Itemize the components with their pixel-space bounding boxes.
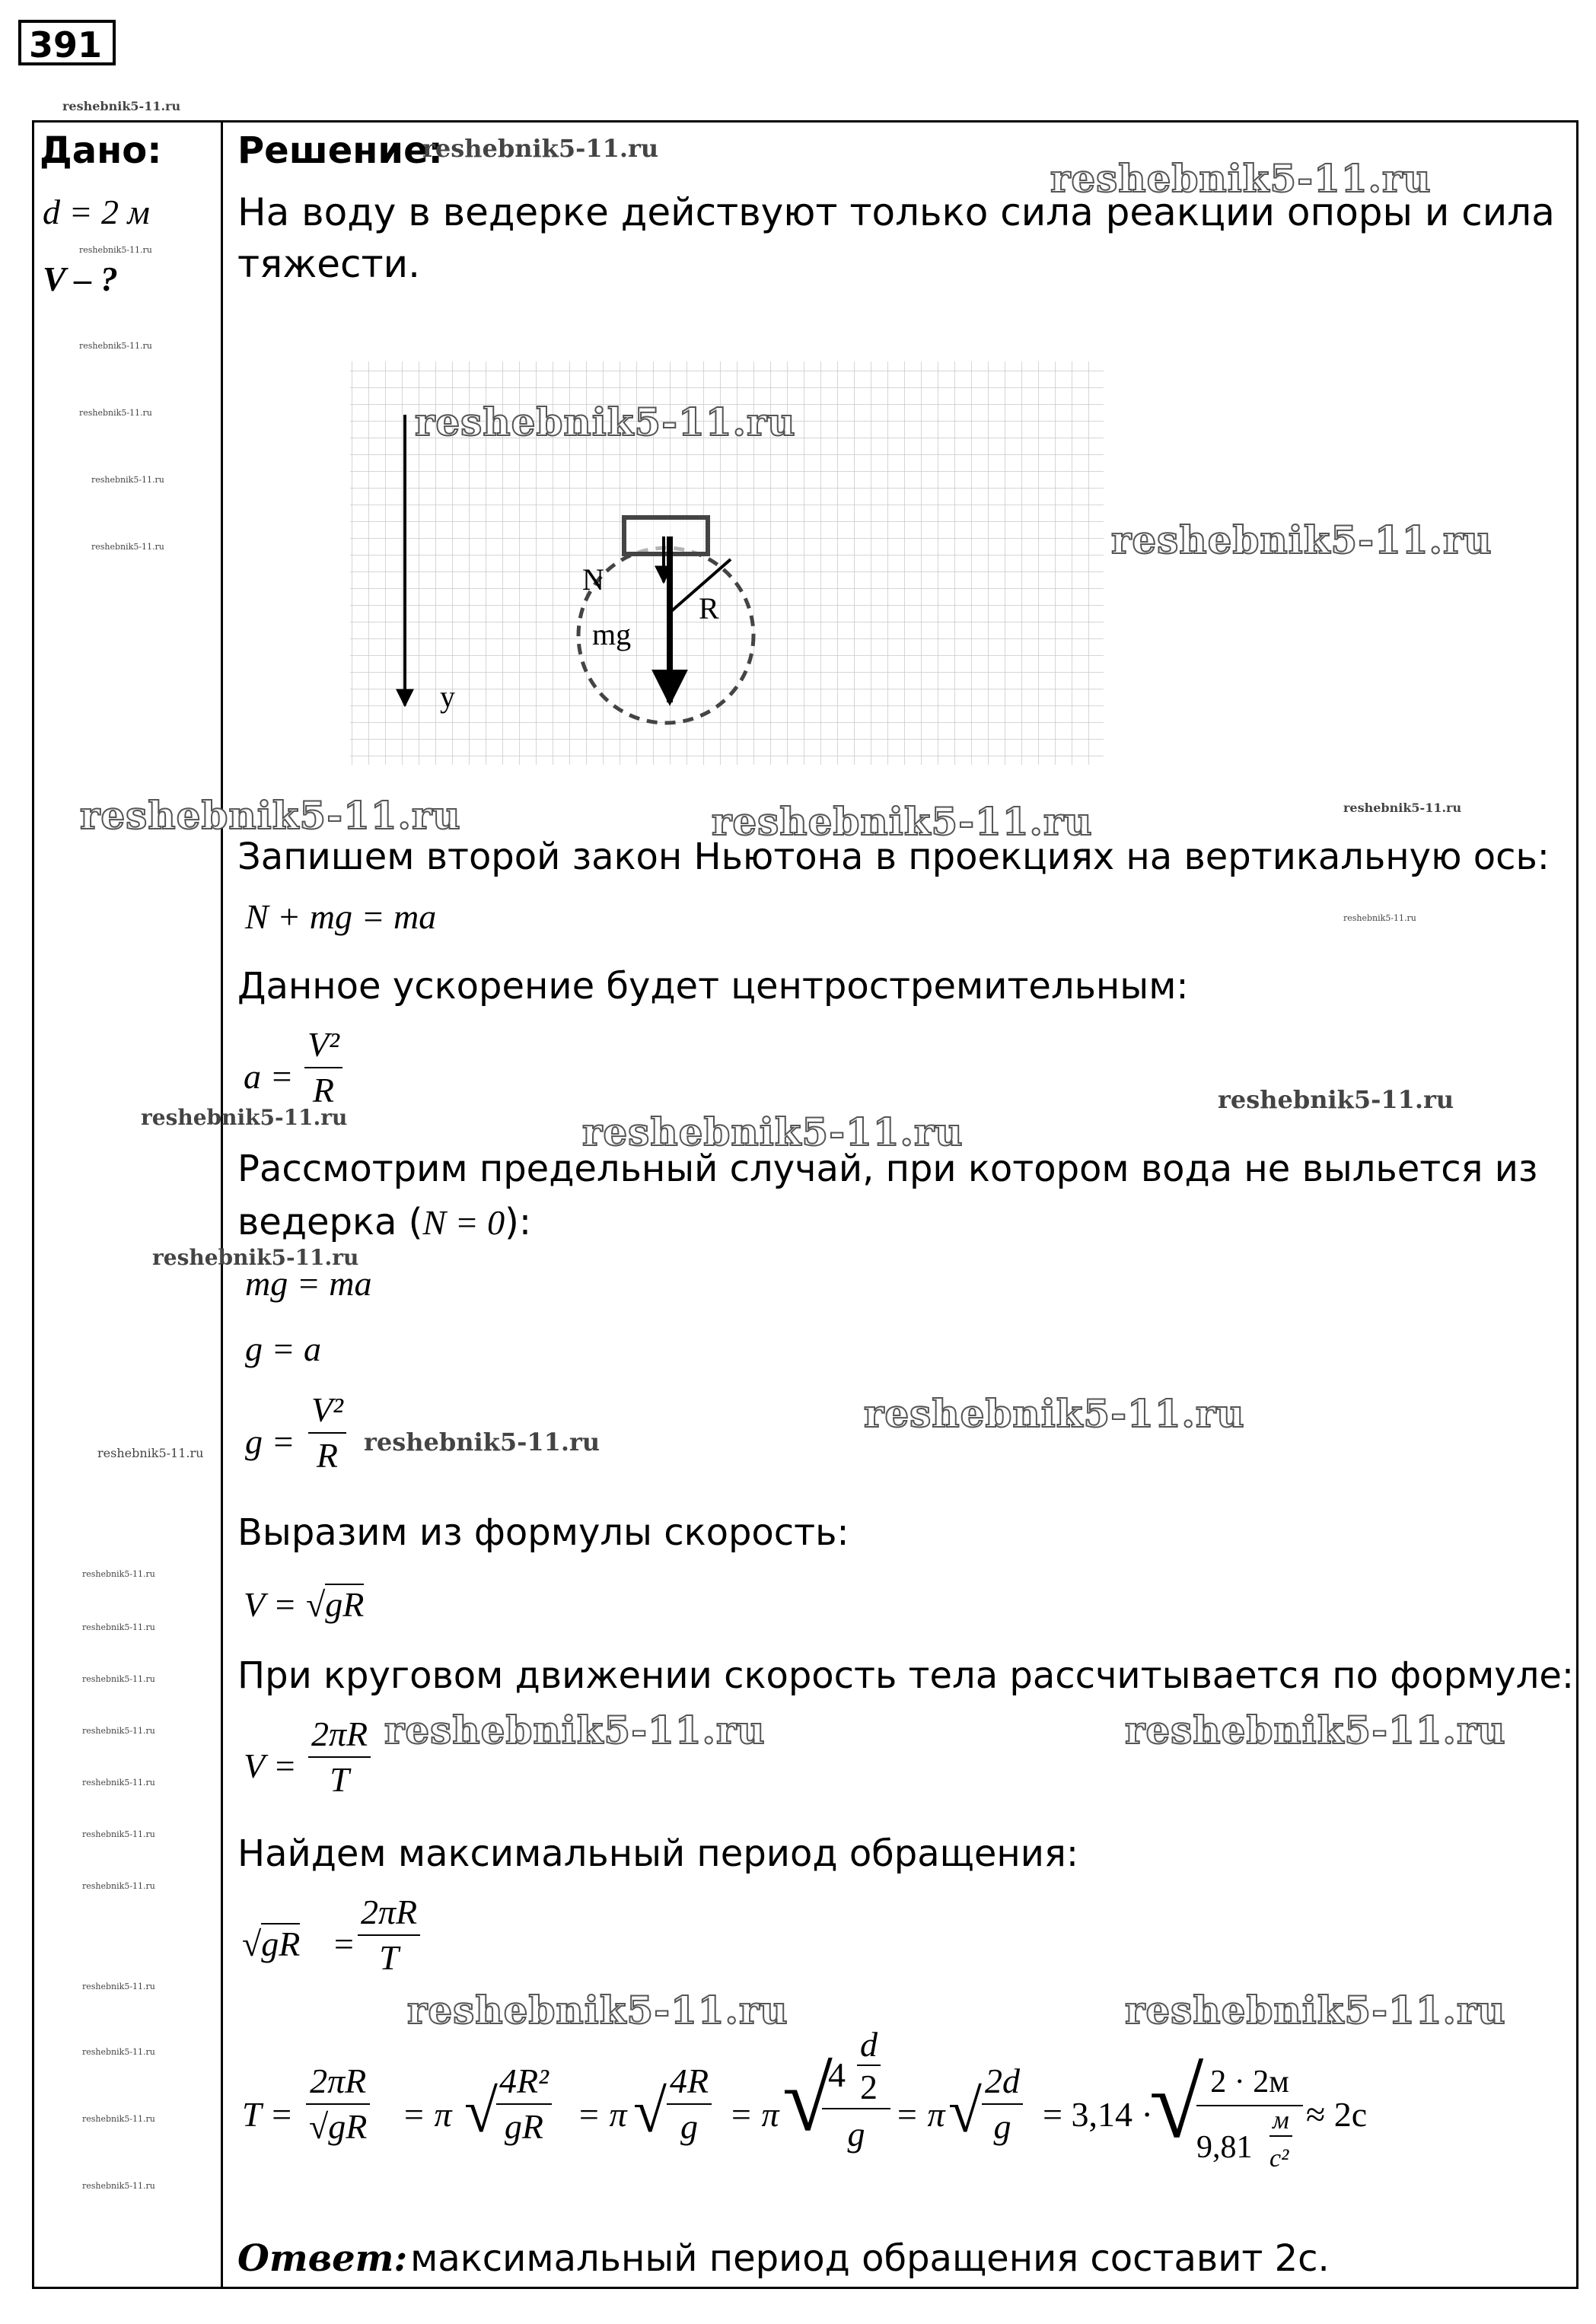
eq9-f2-num: 4R² — [499, 2061, 549, 2100]
label-r: R — [699, 591, 719, 626]
eq9-f3-den: g — [667, 2103, 712, 2144]
eq8-num: 2πR — [361, 1893, 418, 1931]
watermark: reshebnik5-11.ru — [79, 408, 152, 418]
watermark: reshebnik5-11.ru — [82, 1674, 155, 1684]
eq9-f6-den-b: м — [1269, 2106, 1292, 2137]
eq9-value: = 3,14 · — [1043, 2095, 1153, 2134]
step6-text: Найдем максимальный период обращения: — [237, 1832, 1079, 1875]
eq9-f2-den: gR — [496, 2103, 552, 2144]
eq9-f4-num-a: 4 — [828, 2055, 846, 2094]
eq6-rad: gR — [325, 1585, 365, 1624]
answer-label: Ответ: — [237, 2237, 408, 2280]
step5-text: При круговом движении скорость тела рассчитывается по формуле: — [237, 1654, 1575, 1697]
eq9-f3-num: 4R — [670, 2061, 709, 2100]
eq9-f5-den: g — [982, 2103, 1023, 2144]
eq9-f6-num: 2 · 2м — [1210, 2065, 1289, 2100]
watermark: reshebnik5-11.ru — [82, 1778, 155, 1788]
eq9-pi-3: = π — [729, 2095, 779, 2134]
eq5-den: R — [308, 1432, 346, 1473]
eq9-f5 — [982, 2061, 1023, 2146]
problem-number-box — [18, 20, 116, 65]
watermark: reshebnik5-11.ru — [415, 400, 796, 444]
label-mg: mg — [592, 617, 632, 651]
intro-line-1: На воду в ведерке действуют только сила реакции опоры и сила — [237, 190, 1555, 234]
eq9-f1 — [306, 2061, 370, 2146]
watermark: reshebnik5-11.ru — [79, 245, 152, 255]
eq9-f6-den-c: с² — [1269, 2144, 1289, 2173]
eq9-lhs: T = — [242, 2095, 294, 2134]
eq9-f4-num-c: 2 — [860, 2068, 878, 2106]
watermark: reshebnik5-11.ru — [1125, 1708, 1506, 1753]
eq6-root: √gR — [306, 1585, 365, 1624]
bucket — [624, 517, 708, 554]
eq9-f1-den: √gR — [306, 2103, 370, 2144]
eq8-eq: = — [332, 1924, 356, 1963]
eq5-lhs: g = — [245, 1422, 295, 1461]
eq9-f4 — [822, 2024, 890, 2154]
label-y: y — [440, 680, 455, 714]
eq2-lhs: a = — [244, 1057, 294, 1096]
eq1: N + mg = ma — [245, 897, 437, 936]
watermark: reshebnik5-11.ru — [79, 341, 152, 351]
eq9-f5-num: 2d — [985, 2061, 1020, 2100]
eq5-num: V² — [311, 1390, 343, 1429]
watermark: reshebnik5-11.ru — [82, 2114, 155, 2124]
watermark: reshebnik5-11.ru — [1111, 517, 1492, 562]
watermark: reshebnik5-11.ru — [582, 1109, 964, 1154]
eq9-f3 — [667, 2061, 712, 2146]
eq9-root-3: √ — [782, 2049, 833, 2150]
eq9-f6 — [1196, 2064, 1303, 2187]
watermark: reshebnik5-11.ru — [82, 1829, 155, 1839]
eq7-den: T — [308, 1756, 371, 1797]
eq9-f6-den-a: 9,81 — [1196, 2130, 1253, 2165]
given-item-d: d = 2 м — [43, 193, 150, 231]
watermark: reshebnik5-11.ru — [82, 1622, 155, 1632]
eq2-num: V² — [307, 1025, 339, 1064]
step3-cond: N = 0 — [422, 1203, 505, 1242]
watermark: reshebnik5-11.ru — [407, 1988, 788, 2033]
watermark: reshebnik5-11.ru — [141, 1105, 348, 1130]
watermark: reshebnik5-11.ru — [364, 1428, 600, 1456]
solution-title: Решение: — [237, 129, 443, 172]
answer-text: максимальный период обращения составит 2с. — [410, 2237, 1330, 2280]
watermark: reshebnik5-11.ru — [80, 793, 461, 838]
eq4: g = a — [245, 1329, 322, 1368]
watermark: reshebnik5-11.ru — [1343, 801, 1462, 815]
step2-text: Данное ускорение будет центростремительным: — [237, 965, 1189, 1008]
eq9-f2 — [496, 2061, 552, 2146]
eq6-lhs: V = — [244, 1585, 297, 1624]
eq9-f4-num-b: d — [857, 2024, 881, 2066]
eq8-den: T — [358, 1934, 420, 1975]
watermark: reshebnik5-11.ru — [82, 2047, 155, 2057]
step3-line-1: Рассмотрим предельный случай, при котором вода не выльется из — [237, 1148, 1538, 1190]
eq9-root-4: √ — [948, 2078, 982, 2145]
eq7-num: 2πR — [311, 1714, 368, 1753]
eq9-f4-den: g — [822, 2108, 890, 2154]
intro-line-2: тяжести. — [237, 242, 421, 286]
eq7-lhs: V = — [244, 1746, 297, 1785]
eq9-f4-num — [822, 2024, 890, 2108]
watermark: reshebnik5-11.ru — [864, 1391, 1245, 1436]
step4-text: Выразим из формулы скорость: — [237, 1511, 849, 1554]
watermark: reshebnik5-11.ru — [91, 475, 164, 485]
eq9-root-6: √ — [1149, 2049, 1204, 2159]
watermark: reshebnik5-11.ru — [97, 1446, 204, 1460]
watermark: reshebnik5-11.ru — [712, 799, 1093, 844]
watermark: reshebnik5-11.ru — [82, 1982, 155, 1991]
eq3: mg = ma — [245, 1264, 372, 1303]
watermark: reshebnik5-11.ru — [82, 1726, 155, 1736]
eq9-f1-num: 2πR — [310, 2061, 367, 2100]
eq9-pi-4: = π — [895, 2095, 945, 2134]
eq2-den: R — [304, 1067, 342, 1108]
watermark: reshebnik5-11.ru — [1125, 1988, 1506, 2033]
eq8-fraction — [358, 1895, 420, 1975]
step3-tail: ): — [505, 1201, 532, 1243]
eq9-f1-rad: gR — [328, 2107, 368, 2146]
label-n: N — [582, 562, 604, 597]
watermark: reshebnik5-11.ru — [422, 134, 659, 163]
eq5-fraction — [308, 1390, 346, 1475]
eq9-result: ≈ 2с — [1306, 2095, 1368, 2134]
watermark: reshebnik5-11.ru — [152, 1245, 359, 1270]
watermark: reshebnik5-11.ru — [1050, 156, 1432, 201]
step3-line-2 — [237, 1201, 531, 1243]
watermark: reshebnik5-11.ru — [1343, 913, 1416, 923]
problem-number: 391 — [29, 24, 103, 65]
watermark: reshebnik5-11.ru — [1218, 1085, 1454, 1114]
given-item-v: V – ? — [43, 259, 118, 298]
eq9-pi-2: = π — [577, 2095, 627, 2134]
step3-line-2-text: ведерка ( — [237, 1201, 423, 1243]
column-divider — [221, 120, 223, 2289]
eq9-root-1: √ — [464, 2078, 498, 2145]
watermark: reshebnik5-11.ru — [82, 1569, 155, 1579]
eq9-f6-den — [1196, 2105, 1303, 2187]
watermark: reshebnik5-11.ru — [82, 1881, 155, 1891]
eq7-fraction — [308, 1714, 371, 1799]
watermark: reshebnik5-11.ru — [62, 99, 181, 113]
eq9-root-2: √ — [633, 2078, 667, 2145]
eq8-root: √gR — [242, 1924, 301, 1963]
given-title: Дано: — [40, 129, 162, 172]
watermark: reshebnik5-11.ru — [82, 2181, 155, 2191]
answer-line — [237, 2237, 1330, 2280]
eq8-rad: gR — [261, 1924, 301, 1963]
step1-text: Запишем второй закон Ньютона в проекциях на вертикальную ось: — [237, 836, 1550, 878]
eq9-pi-1: = π — [402, 2095, 452, 2134]
eq2-fraction — [304, 1027, 342, 1108]
watermark: reshebnik5-11.ru — [91, 542, 164, 552]
watermark: reshebnik5-11.ru — [384, 1708, 766, 1753]
